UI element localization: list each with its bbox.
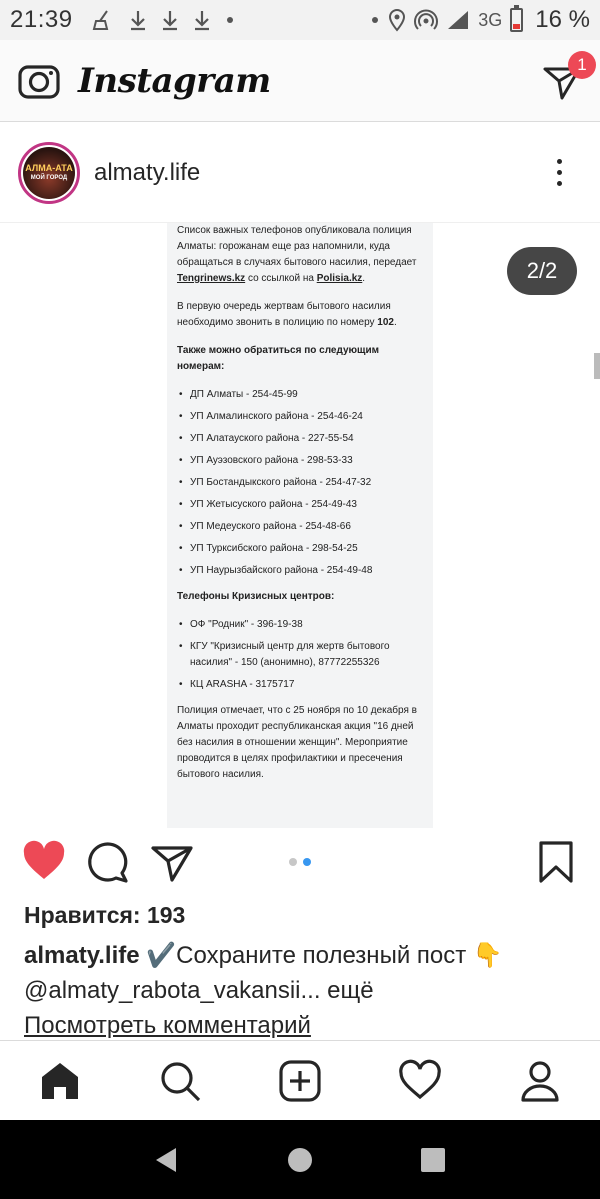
carousel-dot xyxy=(289,858,297,866)
post-header xyxy=(0,123,600,223)
post-caption xyxy=(24,938,560,1008)
avatar-text-1: АЛМА-АТА xyxy=(25,162,73,173)
back-icon[interactable] xyxy=(152,1145,182,1175)
doc-first: В первую очередь жертвам бытового насилия необходимо звонить в полицию по номеру 102. xyxy=(177,301,397,328)
battery-percent: 16 % xyxy=(535,6,590,33)
list-item: • УП Жетысуского района - 254-49-43 xyxy=(177,497,423,513)
battery-icon xyxy=(510,8,523,32)
list-item: • УП Алатауского района - 227-55-54 xyxy=(177,431,423,447)
more-options-icon[interactable] xyxy=(557,159,562,186)
doc-link-polisia: Polisia.kz xyxy=(316,273,363,284)
search-icon[interactable] xyxy=(158,1059,202,1103)
list-item: • УП Турксибского района - 298-54-25 xyxy=(177,541,423,557)
download-icon xyxy=(193,9,211,31)
app-bar xyxy=(0,40,600,122)
caption-text: ✔️Сохраните полезный пост 👇 @almaty_rabota_vakansii... xyxy=(24,942,503,1004)
instagram-logo[interactable]: Instagram xyxy=(78,60,271,101)
activity-heart-icon[interactable] xyxy=(398,1059,442,1103)
doc-also-heading: Также можно обратиться по следующим номерам: xyxy=(177,345,380,372)
post-username[interactable]: almaty.life xyxy=(94,158,201,186)
download-icon xyxy=(161,9,179,31)
view-comments-link[interactable]: Посмотреть комментарий xyxy=(24,1012,311,1039)
list-item: • УП Алмалинского района - 254-46-24 xyxy=(177,409,423,425)
carousel-dot-active xyxy=(303,858,311,866)
signal-icon xyxy=(446,9,470,31)
system-nav-bar xyxy=(0,1120,600,1199)
dm-badge: 1 xyxy=(568,51,596,79)
list-item: • УП Бостандыкского района - 254-47-32 xyxy=(177,475,423,491)
dot-icon xyxy=(370,9,380,31)
download-icon xyxy=(129,9,147,31)
likes-count[interactable]: Нравится: 193 xyxy=(24,902,186,928)
scroll-indicator xyxy=(594,353,600,379)
post-media[interactable] xyxy=(0,223,600,828)
status-bar xyxy=(0,0,600,40)
hotspot-icon xyxy=(414,8,438,32)
list-item: • УП Медеуского района - 254-48-66 xyxy=(177,519,423,535)
dot-icon xyxy=(225,9,235,31)
home-icon[interactable] xyxy=(38,1059,82,1103)
camera-icon[interactable] xyxy=(18,62,60,100)
caption-username[interactable]: almaty.life xyxy=(24,942,140,969)
doc-crisis-heading: Телефоны Кризисных центров: xyxy=(177,591,335,602)
avatar-text-2: МОЙ ГОРОД xyxy=(30,174,68,181)
bookmark-icon[interactable] xyxy=(534,840,578,884)
doc-link-tengrinews: Tengrinews.kz xyxy=(177,273,246,284)
comment-icon[interactable] xyxy=(86,840,130,884)
share-icon[interactable] xyxy=(150,840,194,884)
list-item: • УП Наурызбайского района - 254-49-48 xyxy=(177,563,423,579)
avatar-image xyxy=(23,147,75,199)
document-image xyxy=(167,223,433,828)
avatar[interactable] xyxy=(18,142,80,204)
doc-phone-list xyxy=(177,387,423,579)
doc-outro: Полиция отмечает, что с 25 ноября по 10 декабря в Алматы проходит республиканская акция "16 дней без насилия в отношении женщин". Мероприятие проводится в целях профилактики и пресечения бытового насилия. xyxy=(177,705,417,780)
direct-message-button[interactable] xyxy=(542,54,587,101)
list-item: • УП Ауэзовского района - 298-53-33 xyxy=(177,453,423,469)
like-heart-icon[interactable] xyxy=(22,840,66,884)
list-item: • КГУ "Кризисный центр для жертв бытового насилия" - 150 (анонимно), 87772255326 xyxy=(177,639,423,671)
carousel-dots xyxy=(289,858,311,866)
post-actions xyxy=(0,830,600,894)
recents-icon[interactable] xyxy=(418,1145,448,1175)
caption-more-link[interactable]: ещё xyxy=(320,977,374,1004)
system-icons xyxy=(370,6,590,34)
doc-crisis-list xyxy=(177,617,423,693)
carousel-counter: 2/2 xyxy=(507,247,577,295)
bottom-nav xyxy=(0,1040,600,1120)
broom-icon xyxy=(91,9,115,31)
doc-intro: Список важных телефонов опубликовала полиция Алматы: горожанам еще раз напомнили, куда обращаться в случаях бытового насилия, передает Tengrinews.kz со ссылкой на Polisia.kz. xyxy=(177,225,417,284)
status-time: 21:39 xyxy=(10,6,73,33)
list-item: • ДП Алматы - 254-45-99 xyxy=(177,387,423,403)
add-post-icon[interactable] xyxy=(278,1059,322,1103)
profile-icon[interactable] xyxy=(518,1059,562,1103)
home-circle-icon[interactable] xyxy=(285,1145,315,1175)
notification-icons xyxy=(91,9,235,31)
location-icon xyxy=(388,8,406,32)
list-item: • ОФ "Родник" - 396-19-38 xyxy=(177,617,423,633)
list-item: • КЦ ARASHA - 3175717 xyxy=(177,677,423,693)
network-type: 3G xyxy=(478,9,503,30)
